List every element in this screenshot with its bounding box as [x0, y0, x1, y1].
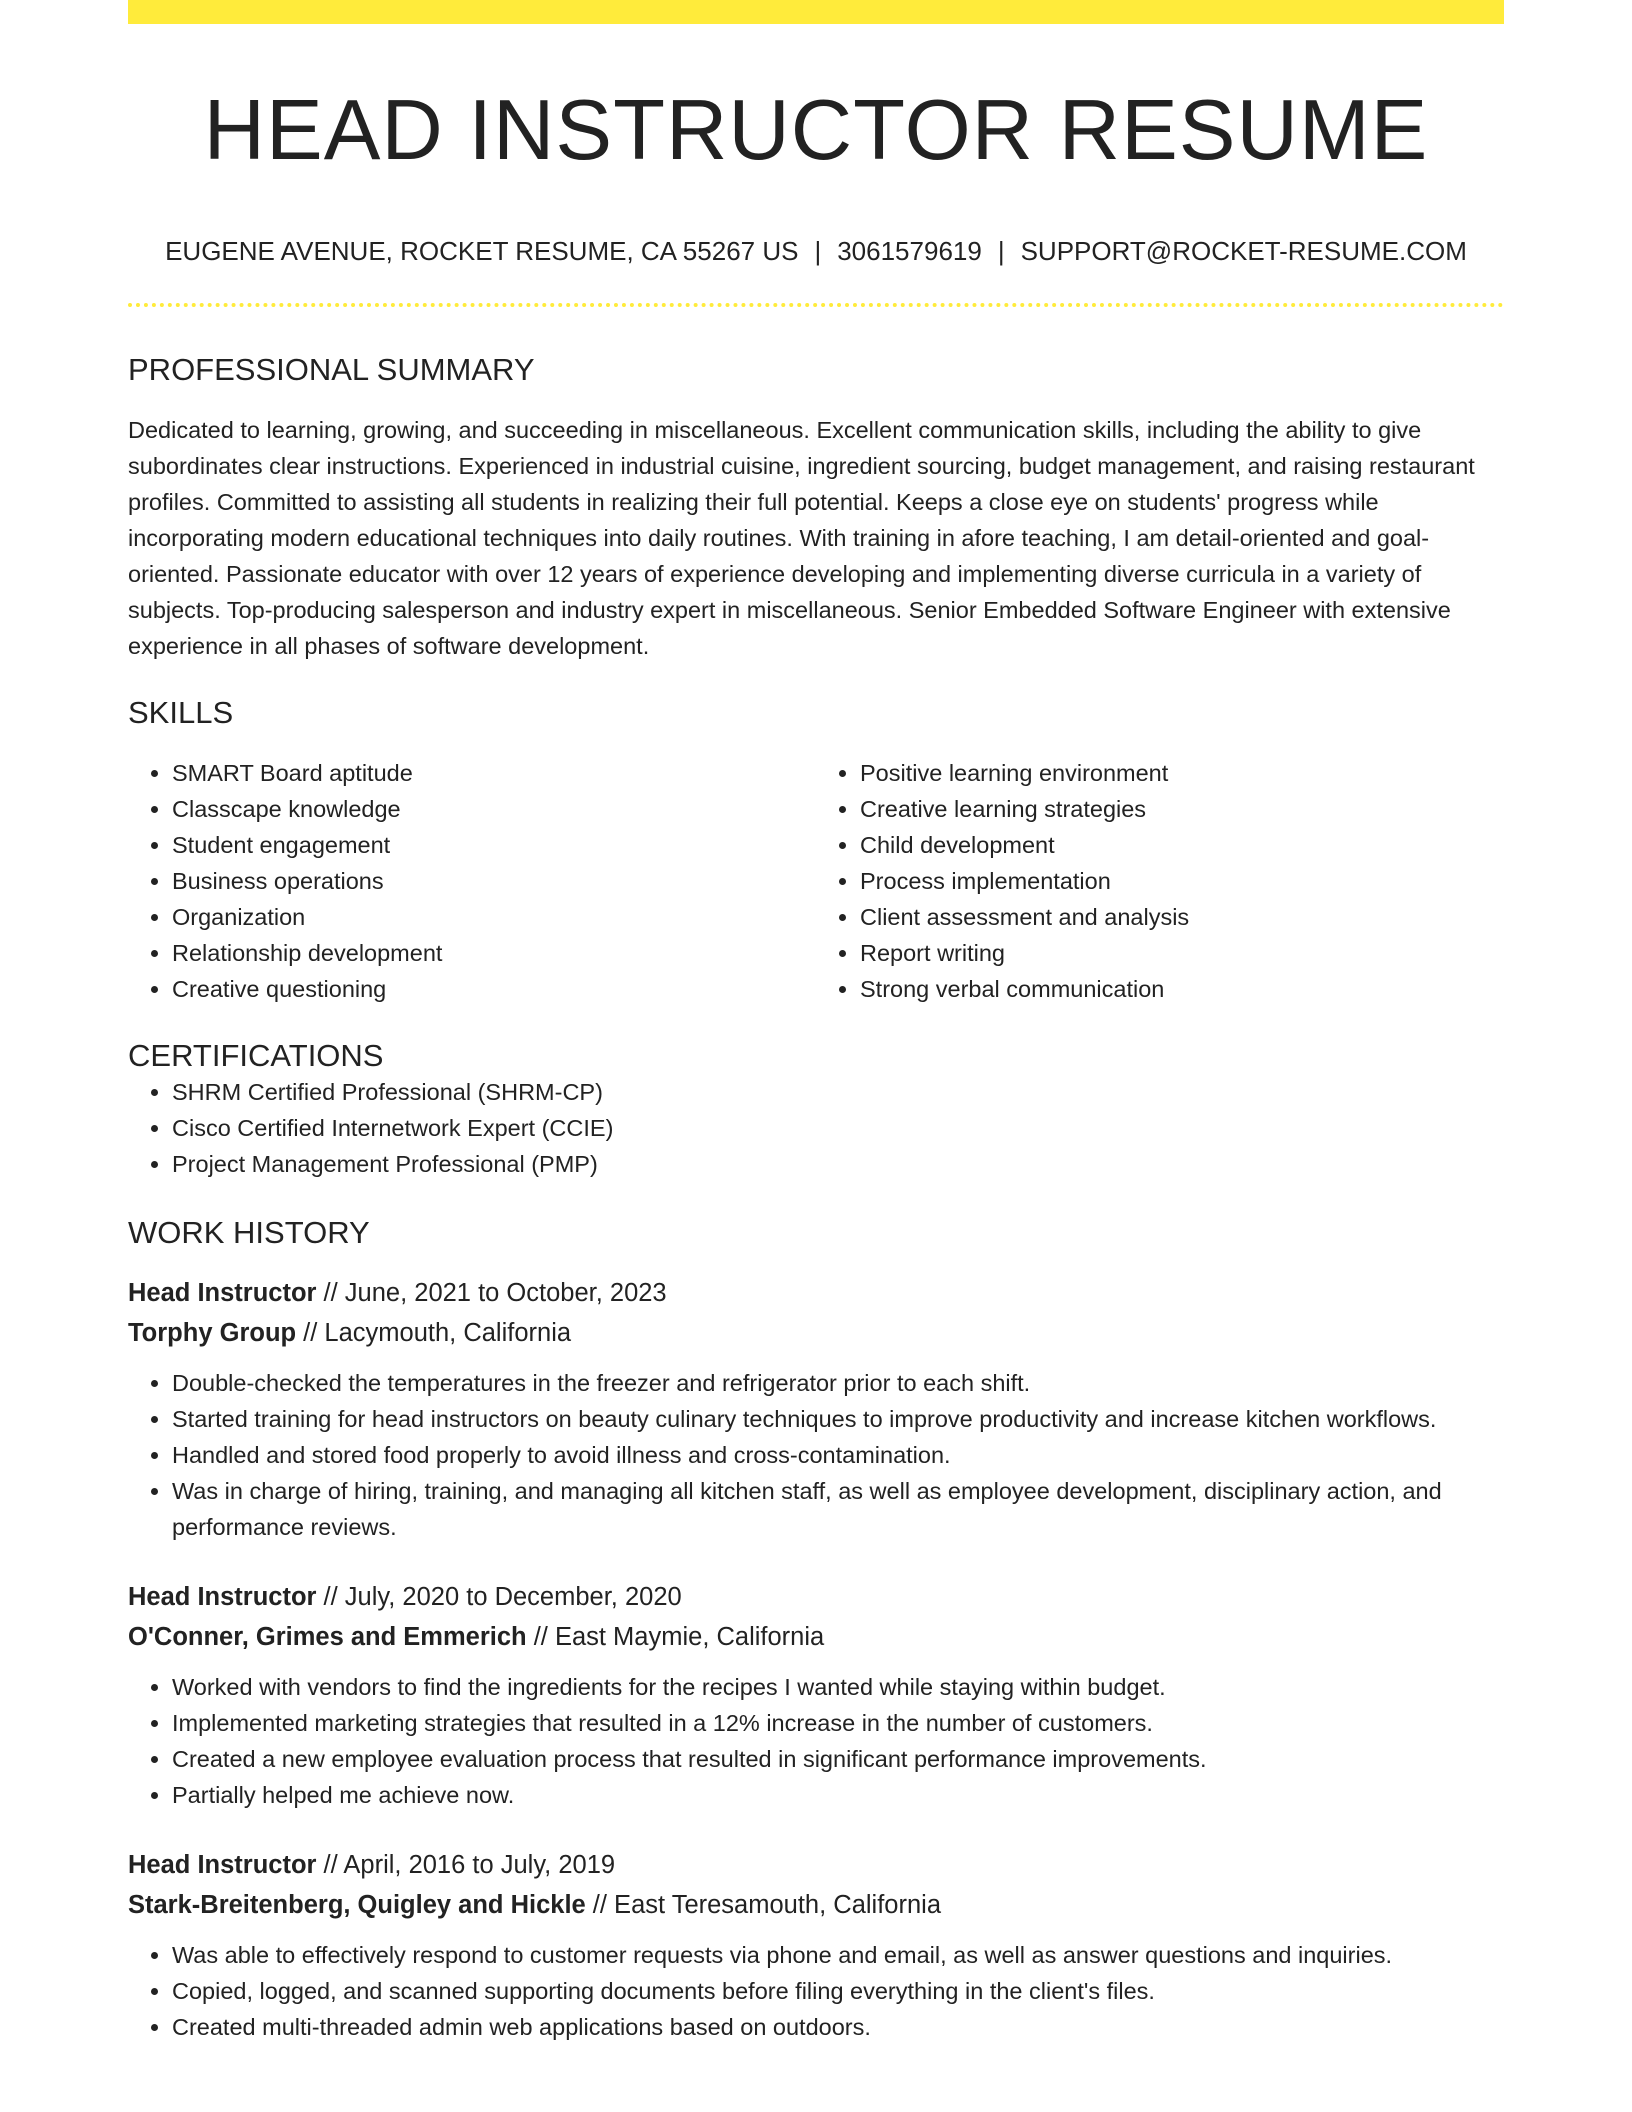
- job-company-line: [128, 1885, 1504, 1925]
- job-title: Head Instructor: [128, 1279, 317, 1308]
- skills-columns: [128, 755, 1504, 1007]
- contact-phone: 3061579619: [837, 235, 982, 266]
- skill-item: • Student engagement: [172, 827, 816, 863]
- job-bullet: • Handled and stored food properly to avoid illness and cross-contamination.: [172, 1437, 1504, 1473]
- job-bullet: • Worked with vendors to find the ingredients for the recipes I wanted while staying within budget.: [172, 1669, 1504, 1705]
- job-bullet: • Partially helped me achieve now.: [172, 1777, 1504, 1813]
- skill-item: • Business operations: [172, 863, 816, 899]
- job-company: Torphy Group: [128, 1319, 297, 1348]
- skill-item: • Organization: [172, 899, 816, 935]
- job-bullet: • Created multi-threaded admin web applications based on outdoors.: [172, 2009, 1504, 2045]
- resume-page: [128, 0, 1504, 2045]
- job-title-line: [128, 1577, 1504, 1617]
- skill-item: • Classcape knowledge: [172, 791, 816, 827]
- job-location: // East Teresamouth, California: [585, 1891, 942, 1920]
- job-bullets: [128, 1937, 1504, 2045]
- job-entry: [128, 1845, 1504, 2045]
- job-company-line: [128, 1313, 1504, 1353]
- resume-title: HEAD INSTRUCTOR RESUME: [203, 83, 1429, 178]
- job-title-line: [128, 1273, 1504, 1313]
- job-entry: [128, 1577, 1504, 1813]
- summary-text: Dedicated to learning, growing, and succeeding in miscellaneous. Excellent communication skills, including the ability to give subordinates clear instructions. Experienced in industrial cuisine, ingredient sourcing, budget management, and raising restaurant profiles. Committed to assisting all students in realizing their full potential. Keeps a close eye on students' progress while incorporating modern educational techniques into daily routines. With training in afore teaching, I am detail-oriented and goal-oriented. Passionate educator with over 12 years of experience developing and implementing diverse curricula in a variety of subjects. Top-producing salesperson and industry expert in miscellaneous. Senior Embedded Software Engineer with extensive experience in all phases of software development.: [128, 416, 1475, 659]
- skill-item: • SMART Board aptitude: [172, 755, 816, 791]
- skill-item: • Child development: [860, 827, 1504, 863]
- skills-list-left: [128, 755, 816, 1007]
- job-company: Stark-Breitenberg, Quigley and Hickle: [128, 1891, 586, 1920]
- skill-item: • Client assessment and analysis: [860, 899, 1504, 935]
- dotted-divider: [128, 303, 1504, 307]
- certification-item: • SHRM Certified Professional (SHRM-CP): [172, 1074, 1504, 1110]
- job-entry: [128, 1273, 1504, 1545]
- skills-heading: SKILLS: [128, 694, 234, 730]
- job-company-line: [128, 1617, 1504, 1657]
- skill-item: • Creative questioning: [172, 971, 816, 1007]
- certification-item: • Cisco Certified Internetwork Expert (CCIE): [172, 1110, 1504, 1146]
- job-dates: // June, 2021 to October, 2023: [316, 1279, 667, 1308]
- certifications-heading: CERTIFICATIONS: [128, 1038, 384, 1074]
- job-bullet: • Started training for head instructors on beauty culinary techniques to improve productivity and increase kitchen workflows.: [172, 1401, 1504, 1437]
- job-location: // East Maymie, California: [526, 1623, 825, 1652]
- skills-list-right: [816, 755, 1504, 1007]
- job-bullet: • Created a new employee evaluation process that resulted in significant performance improvements.: [172, 1741, 1504, 1777]
- contact-line: [128, 236, 1504, 267]
- contact-email: SUPPORT@ROCKET-RESUME.COM: [1020, 235, 1467, 266]
- job-bullet: • Double-checked the temperatures in the freezer and refrigerator prior to each shift.: [172, 1365, 1504, 1401]
- job-location: // Lacymouth, California: [296, 1319, 572, 1348]
- skill-item: • Report writing: [860, 935, 1504, 971]
- certification-item: • Project Management Professional (PMP): [172, 1146, 1504, 1182]
- certifications-list: [128, 1074, 1504, 1182]
- job-bullets: [128, 1669, 1504, 1813]
- summary-heading: PROFESSIONAL SUMMARY: [128, 351, 535, 387]
- job-bullet: • Was in charge of hiring, training, and managing all kitchen staff, as well as employee development, disciplinary action, and performance reviews.: [172, 1473, 1504, 1545]
- top-accent-bar: [128, 0, 1504, 24]
- job-bullets: [128, 1365, 1504, 1545]
- job-title: Head Instructor: [128, 1851, 317, 1880]
- contact-separator: |: [997, 235, 1005, 266]
- skill-item: • Creative learning strategies: [860, 791, 1504, 827]
- skill-item: • Positive learning environment: [860, 755, 1504, 791]
- contact-separator: |: [814, 235, 822, 266]
- job-title: Head Instructor: [128, 1583, 317, 1612]
- job-dates: // July, 2020 to December, 2020: [316, 1583, 682, 1612]
- work-history-heading: WORK HISTORY: [128, 1215, 370, 1251]
- job-company: O'Conner, Grimes and Emmerich: [128, 1623, 527, 1652]
- skill-item: • Process implementation: [860, 863, 1504, 899]
- contact-address: EUGENE AVENUE, ROCKET RESUME, CA 55267 US: [165, 235, 799, 266]
- job-dates: // April, 2016 to July, 2019: [316, 1851, 616, 1880]
- job-bullet: • Was able to effectively respond to customer requests via phone and email, as well as answer questions and inquiries.: [172, 1937, 1504, 1973]
- job-title-line: [128, 1845, 1504, 1885]
- skill-item: • Relationship development: [172, 935, 816, 971]
- skill-item: • Strong verbal communication: [860, 971, 1504, 1007]
- job-bullet: • Implemented marketing strategies that resulted in a 12% increase in the number of customers.: [172, 1705, 1504, 1741]
- job-bullet: • Copied, logged, and scanned supporting documents before filing everything in the client's files.: [172, 1973, 1504, 2009]
